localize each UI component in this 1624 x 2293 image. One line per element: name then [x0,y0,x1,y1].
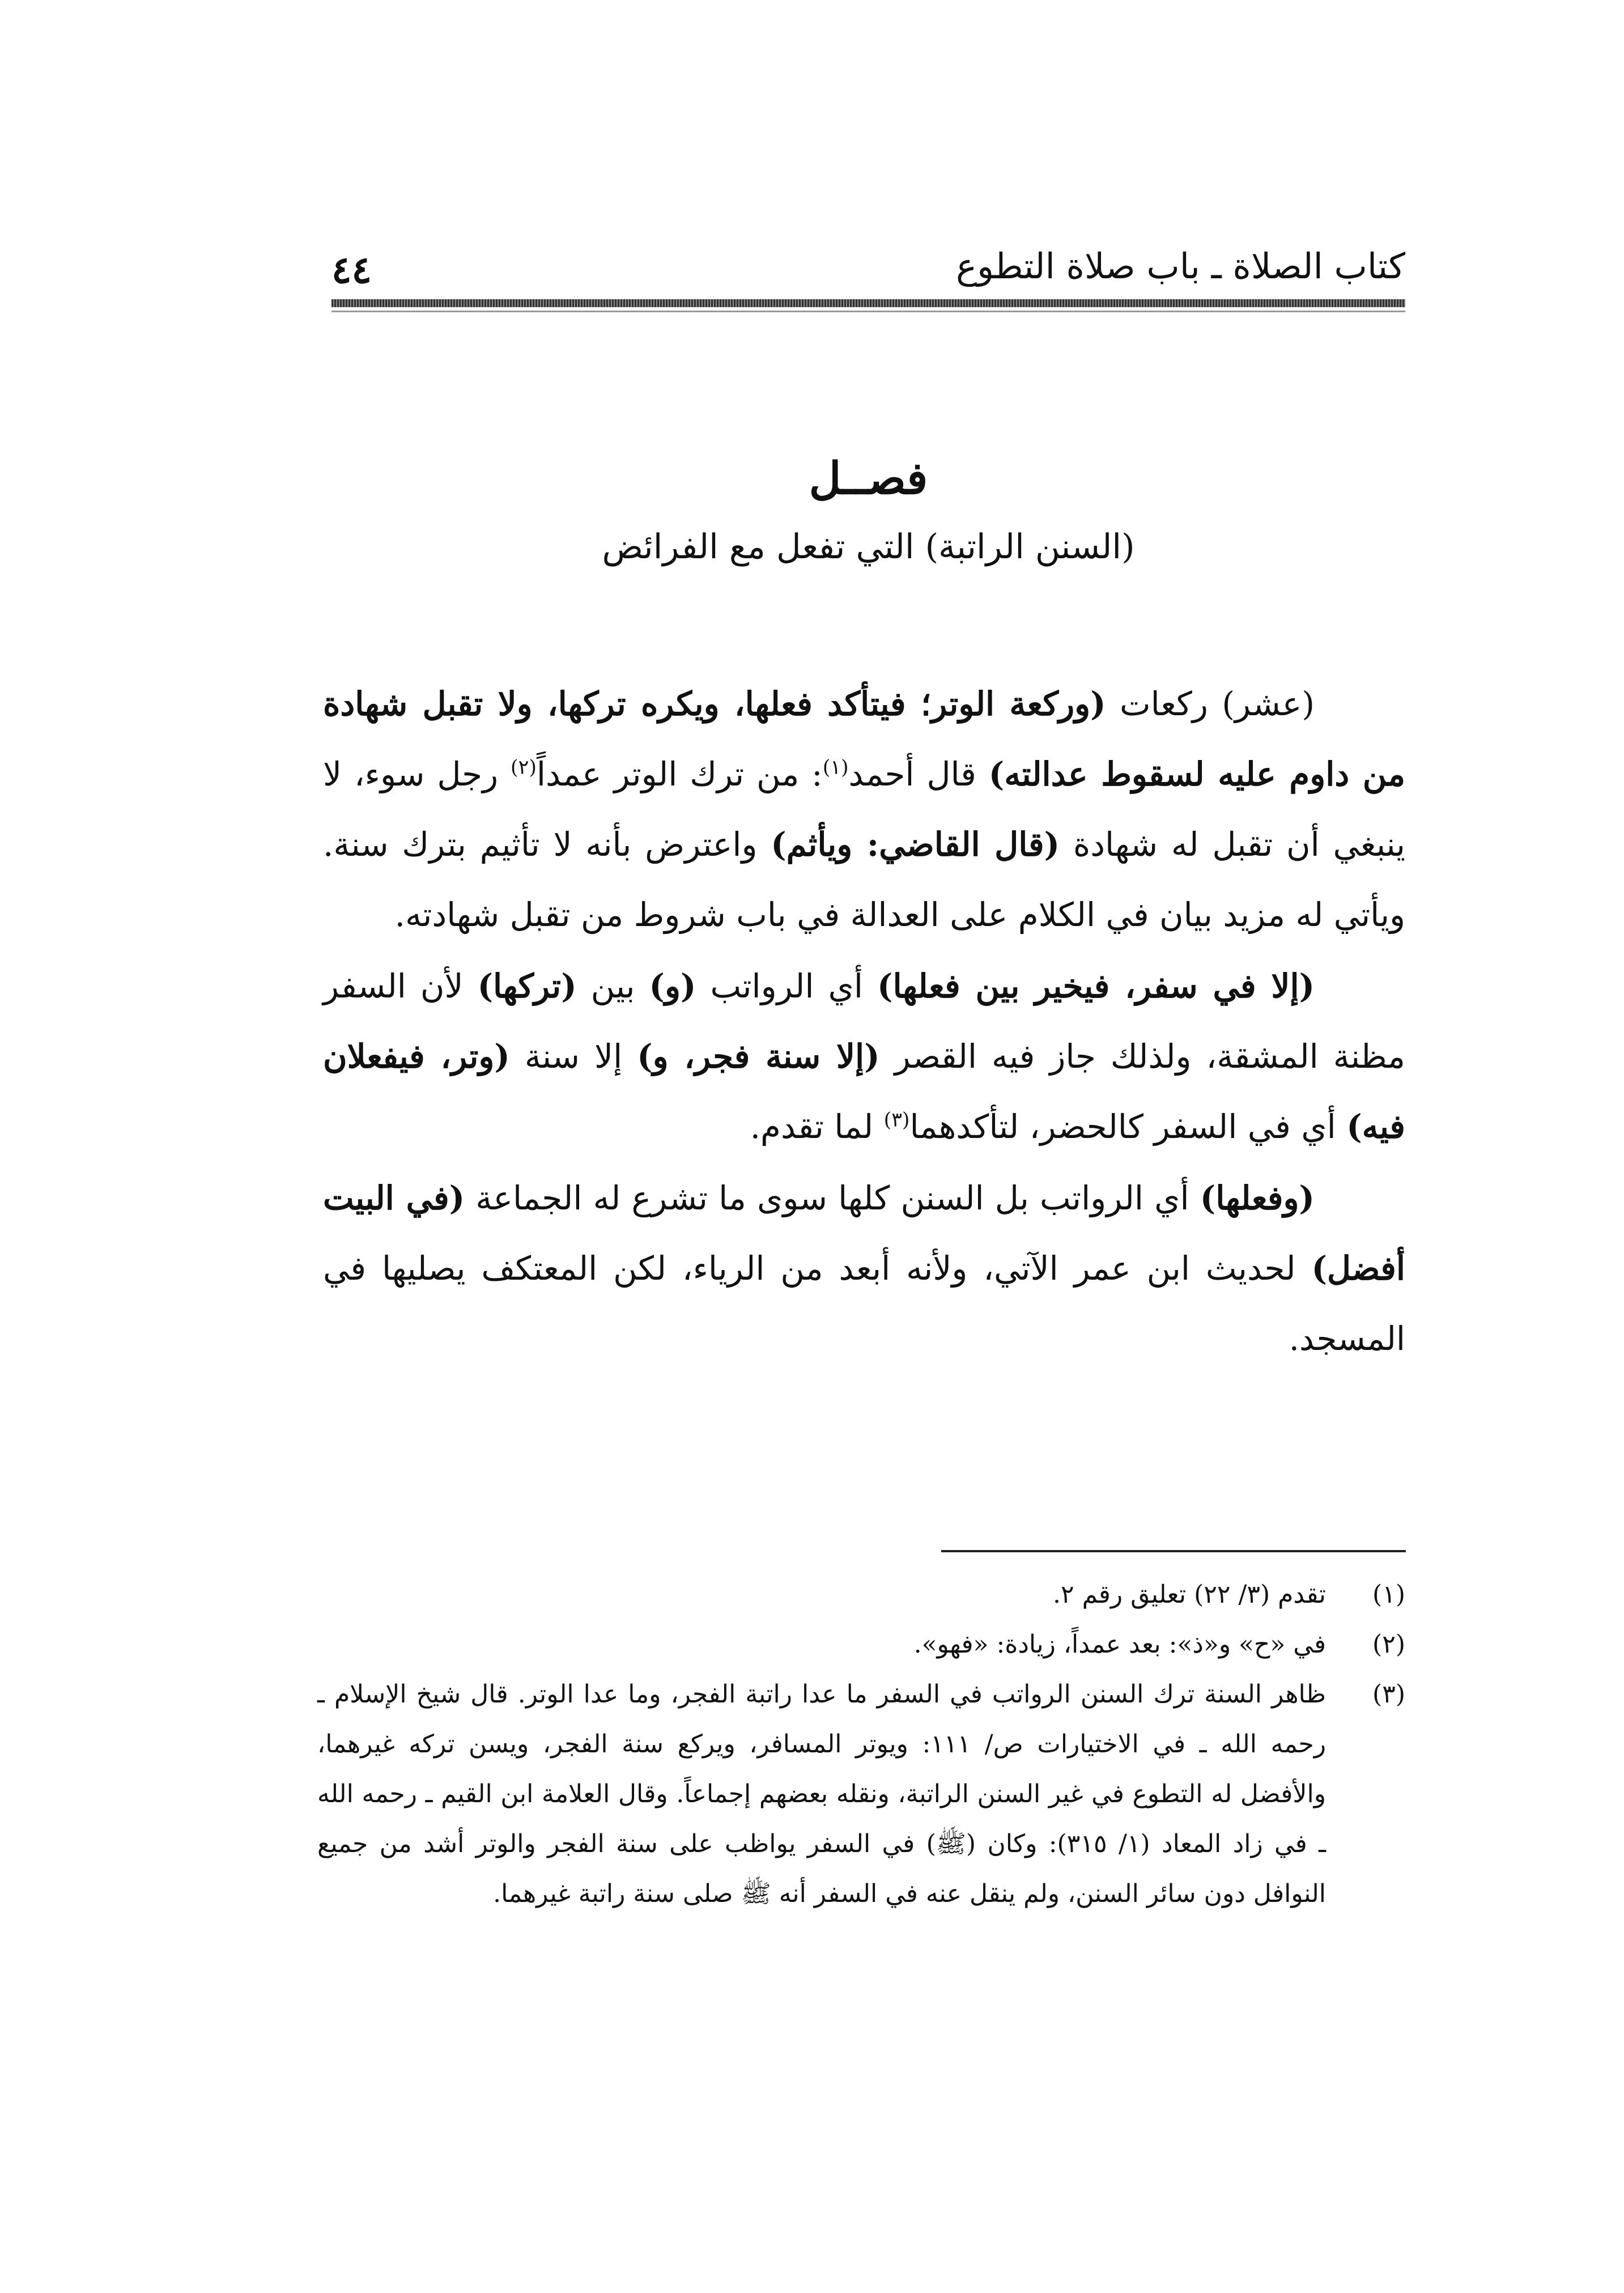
text-run: : من ترك الوتر عمداً [536,755,823,793]
text-run: أي الرواتب [696,967,878,1005]
bold-run: (وتر، فيفعلان فيه) [323,1037,1405,1146]
text-run: لأن السفر مظنة المشقة، ولذلك جاز فيه القصر [323,967,1406,1076]
footnote-number: (٣) [1372,1680,1405,1709]
footnote-text: في «ح» و«ذ»: بعد عمداً، زيادة: «فهو». [913,1630,1326,1659]
text-run: إلا سنة [509,1037,637,1076]
footnote-number: (٢) [1372,1630,1405,1659]
text-run: (عشر) ركعات [1106,685,1315,723]
footnote-1 [317,1570,1405,1620]
footnote-text: ظاهر السنة ترك السنن الرواتب في السفر ما عدا راتبة الفجر، وما عدا الوتر. قال شيخ الإسلام ـ رحمه الله ـ في الاختيارات ص/ ١١١: ويوتر المسافر، ويركع سنة الفجر، ويسن تركه غيرهما، والأفضل له التطوع في غير السنن الراتبة، ونقله بعضهم إجماعاً. وقال العلامة ابن القيم ـ رحمه الله ـ في زاد المعاد (١/ ٣١٥): وكان (ﷺ) في السفر يواظب على سنة الفجر والوتر أشد من جميع النوافل دون سائر السنن، ولم ينقل عنه في السفر أنه ﷺ صلى سنة راتبة غيرهما. [317,1680,1326,1908]
bold-run: (و) [649,967,696,1005]
bold-run: (في البيت أفضل) [323,1179,1405,1288]
page-number: ٤٤ [331,248,372,292]
paragraph-2 [323,951,1405,1162]
text-run: أي في السفر كالحضر، لتأكدهما [909,1107,1347,1146]
section-subtitle: (السنن الراتبة) التي تفعل مع الفرائض [602,527,1135,567]
footnote-3 [317,1670,1405,1919]
footnote-ref-1[interactable]: (١) [822,756,849,779]
header-rule [331,299,1405,307]
main-text [323,669,1405,1374]
paragraph-3 [323,1163,1405,1374]
text-run: أي الرواتب بل السنن كلها سوى ما تشرع له الجماعة [465,1179,1200,1217]
footnote-ref-3[interactable]: (٣) [883,1109,910,1132]
footnote-ref-2[interactable]: (٢) [511,756,537,779]
text-run: لحديث ابن عمر الآتي، ولأنه أبعد من الرياء، لكن المعتكف يصليها في المسجد. [323,1249,1405,1358]
footnote-2 [317,1620,1405,1670]
page-header [331,238,1405,306]
text-run: واعترض بأنه لا تأثيم بترك سنة. ويأتي له مزيد بيان في الكلام على العدالة في باب شروط من تقبل شهادته. [323,825,1405,934]
footnote-divider [941,1550,1406,1552]
bold-run: (قال القاضي: ويأثم) [771,825,1060,864]
bold-run: (إلا في سفر، فيخير بين فعلها) [877,967,1315,1005]
bold-run: (إلا سنة فجر، و) [637,1037,880,1076]
bold-run: (تركها) [477,967,577,1005]
footnote-text: تقدم (٣/ ٢٢) تعليق رقم ٢. [1052,1580,1326,1609]
paragraph-1 [323,669,1405,950]
footnotes [317,1570,1405,1919]
section-title: فصــل [809,453,928,504]
text-run: رجل سوء، لا ينبغي أن تقبل له شهادة [323,755,1405,864]
running-title: كتاب الصلاة ـ باب صلاة التطوع [956,245,1405,287]
text-run: قال أحمد [848,755,989,793]
text-run: لما تقدم. [750,1107,884,1146]
bold-run: (وركعة الوتر؛ فيتأكد فعلها، ويكره تركها، ولا تقبل شهادة من داوم عليه لسقوط عدالته) [323,685,1406,793]
footnote-number: (١) [1372,1580,1405,1609]
text-run: بين [576,967,649,1005]
bold-run: (وفعلها) [1200,1179,1315,1217]
header-rule-thin [331,311,1405,312]
